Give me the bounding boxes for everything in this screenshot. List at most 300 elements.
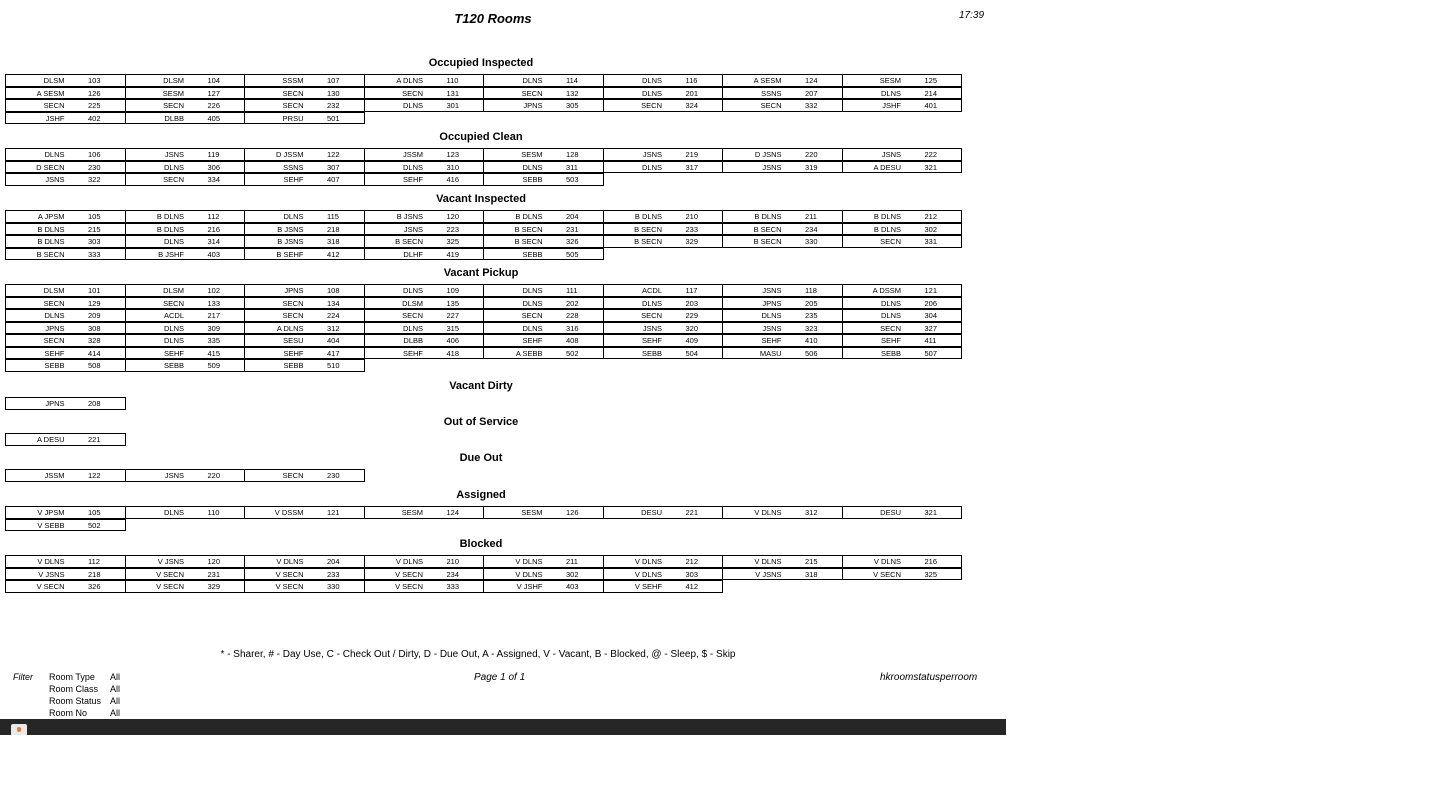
room-cell (842, 284, 963, 297)
room-cell (722, 74, 843, 87)
room-type: B DLNS (37, 237, 65, 246)
room-cell (722, 148, 843, 161)
room-number: 307 (327, 162, 340, 172)
room-type: DLNS (163, 323, 184, 333)
room-number: 112 (88, 557, 100, 566)
room-number: 333 (446, 582, 460, 591)
room-type: A SESM (753, 76, 782, 85)
room-number: 333 (88, 249, 101, 259)
room-type: SECN (282, 298, 304, 308)
room-number: 312 (327, 323, 340, 333)
room-grid (5, 74, 961, 124)
room-type: ACDL (641, 286, 662, 295)
room-number: 123 (446, 150, 460, 159)
room-cell (244, 347, 365, 360)
room-number: 110 (207, 508, 220, 517)
room-type: V DLNS (515, 569, 543, 579)
room-type: V DLNS (754, 557, 782, 566)
room-number: 330 (327, 582, 340, 591)
room-number: 207 (805, 88, 818, 98)
room-cell (842, 506, 963, 519)
room-cell (5, 210, 126, 223)
room-type: ACDL (163, 311, 184, 320)
room-type: DLNS (283, 212, 304, 221)
room-cell (483, 555, 604, 568)
room-cell (364, 568, 485, 581)
room-type: JSHF (45, 113, 65, 123)
room-number: 102 (207, 286, 221, 295)
room-type: V SEHF (634, 582, 662, 591)
room-type: JSNS (164, 150, 184, 159)
room-number: 214 (924, 88, 938, 98)
room-type: SESM (879, 76, 901, 85)
room-number: 221 (88, 435, 101, 444)
room-type: DLNS (522, 76, 543, 85)
room-number: 308 (88, 323, 101, 333)
room-type: SEBB (522, 249, 543, 259)
room-cell (5, 284, 126, 297)
room-number: 409 (685, 336, 699, 345)
room-cell (722, 99, 843, 112)
room-number: 234 (446, 569, 460, 579)
room-cell (842, 334, 963, 347)
room-cell (364, 309, 485, 322)
room-type: DLNS (641, 298, 662, 308)
room-cell (125, 334, 246, 347)
room-type: B SECN (753, 237, 782, 246)
room-type: B JSNS (277, 224, 304, 234)
room-number: 316 (566, 323, 579, 333)
room-type: JSNS (403, 224, 423, 234)
room-cell (842, 99, 963, 112)
room-number: 223 (446, 224, 460, 234)
java-app-icon[interactable] (11, 724, 27, 735)
room-cell (842, 555, 963, 568)
room-number: 417 (327, 348, 340, 358)
room-row (5, 469, 364, 482)
room-row (5, 568, 961, 581)
room-row (5, 555, 961, 568)
room-number: 112 (207, 212, 220, 221)
room-number: 311 (566, 162, 578, 172)
room-number: 320 (685, 323, 699, 333)
room-number: 403 (566, 582, 579, 591)
room-row (5, 235, 961, 248)
room-cell (483, 284, 604, 297)
room-cell (603, 506, 724, 519)
room-cell (244, 161, 365, 174)
room-number: 327 (924, 323, 938, 333)
room-type: JPNS (45, 399, 65, 408)
room-number: 209 (88, 311, 101, 320)
room-number: 325 (446, 237, 460, 246)
room-cell (5, 235, 126, 248)
room-number: 509 (207, 361, 221, 370)
filter-label: Filter (13, 672, 33, 682)
room-number: 204 (566, 212, 579, 221)
room-cell (842, 210, 963, 223)
room-cell (483, 347, 604, 360)
room-number: 116 (685, 76, 698, 85)
room-number: 219 (685, 150, 699, 159)
room-type: V JSNS (38, 569, 65, 579)
room-number: 208 (88, 399, 101, 408)
room-type: SECN (641, 311, 662, 320)
room-type: V SECN (873, 569, 901, 579)
room-number: 132 (566, 88, 579, 98)
room-number: 328 (88, 336, 101, 345)
room-cell (244, 469, 365, 482)
room-type: SECN (163, 101, 184, 110)
room-number: 304 (924, 311, 938, 320)
room-number: 107 (327, 76, 340, 85)
room-cell (603, 568, 724, 581)
room-type: B SECN (514, 237, 543, 246)
room-type: SEHF (283, 348, 304, 358)
room-number: 222 (924, 150, 938, 159)
room-number: 211 (566, 557, 578, 566)
room-cell (125, 506, 246, 519)
room-cell (125, 173, 246, 186)
room-number: 315 (446, 323, 460, 333)
room-cell (125, 297, 246, 310)
room-type: B DLNS (156, 224, 184, 234)
room-type: B DLNS (873, 224, 901, 234)
room-cell (483, 161, 604, 174)
room-row (5, 223, 961, 236)
room-cell (5, 148, 126, 161)
room-cell (603, 87, 724, 100)
room-cell (364, 87, 485, 100)
room-number: 411 (924, 336, 937, 345)
room-type: SESU (283, 336, 304, 345)
room-number: 122 (88, 471, 101, 480)
room-number: 115 (327, 212, 339, 221)
room-cell (842, 322, 963, 335)
room-cell (842, 223, 963, 236)
room-type: V SECN (395, 569, 423, 579)
room-type: DLNS (402, 286, 423, 295)
room-cell (364, 322, 485, 335)
room-cell (722, 284, 843, 297)
room-type: DLNS (880, 88, 901, 98)
room-cell (5, 99, 126, 112)
room-cell (5, 580, 126, 593)
room-type: SECN (760, 101, 782, 110)
room-number: 318 (327, 237, 340, 246)
room-cell (842, 148, 963, 161)
room-row (5, 99, 961, 112)
room-cell (722, 334, 843, 347)
room-cell (364, 555, 485, 568)
room-type: DLNS (522, 323, 543, 333)
room-number: 205 (805, 298, 818, 308)
room-number: 234 (805, 224, 818, 234)
report-name: hkroomstatusperroom (880, 672, 978, 683)
room-type: SEBB (641, 348, 662, 358)
room-number: 329 (207, 582, 221, 591)
filter-value: All (110, 708, 121, 718)
room-type: DLNS (880, 311, 901, 320)
room-type: JSNS (642, 150, 662, 159)
room-cell (244, 322, 365, 335)
room-type: SSSM (282, 76, 304, 85)
room-number: 201 (685, 88, 699, 98)
room-row (5, 161, 961, 174)
room-cell (125, 74, 246, 87)
room-type: A SEBB (515, 348, 543, 358)
room-type: SEHF (283, 175, 304, 184)
room-number: 401 (924, 101, 938, 110)
room-cell (603, 297, 724, 310)
room-cell (244, 309, 365, 322)
room-type: A DESU (36, 435, 65, 444)
room-cell (722, 322, 843, 335)
room-number: 230 (327, 471, 340, 480)
room-cell (5, 309, 126, 322)
room-number: 131 (446, 88, 460, 98)
room-cell (483, 309, 604, 322)
room-number: 302 (924, 224, 938, 234)
room-number: 135 (446, 298, 460, 308)
room-number: 502 (566, 348, 579, 358)
room-cell (5, 112, 126, 125)
report-title: T120 Rooms (454, 11, 532, 26)
room-number: 508 (88, 361, 101, 370)
room-type: B JSNS (396, 212, 423, 221)
room-cell (125, 235, 246, 248)
room-number: 231 (566, 224, 579, 234)
room-type: SECN (521, 88, 543, 98)
room-type: V DLNS (634, 557, 662, 566)
room-type: SEHF (522, 336, 543, 345)
room-cell (364, 173, 485, 186)
room-cell (603, 555, 724, 568)
filter-key: Room Class (49, 684, 99, 694)
room-row (5, 397, 125, 410)
room-cell (483, 223, 604, 236)
room-number: 334 (207, 175, 221, 184)
room-number: 203 (685, 298, 699, 308)
room-cell (364, 74, 485, 87)
room-type: DLNS (163, 508, 184, 517)
room-number: 134 (327, 298, 340, 308)
room-number: 128 (566, 150, 579, 159)
room-number: 106 (88, 150, 101, 159)
room-number: 225 (88, 101, 101, 110)
room-number: 321 (924, 162, 938, 172)
room-cell (5, 469, 126, 482)
room-type: DESU (880, 508, 901, 517)
room-type: DLNS (402, 162, 423, 172)
room-type: SECN (521, 311, 543, 320)
room-number: 303 (88, 237, 101, 246)
room-number: 231 (207, 569, 221, 579)
room-cell (125, 112, 246, 125)
room-type: B DLNS (754, 212, 782, 221)
status-legend: * - Sharer, # - Day Use, C - Check Out / Dirty, D - Due Out, A - Assigned, V - Vacant, B - Blocked, @ - Sleep, $ - Skip (220, 649, 736, 660)
room-cell (364, 347, 485, 360)
room-number: 326 (566, 237, 579, 246)
room-cell (483, 506, 604, 519)
room-number: 227 (446, 311, 460, 320)
room-type: V SECN (395, 582, 423, 591)
room-cell (364, 334, 485, 347)
room-type: A DSSM (872, 286, 901, 295)
page-number: Page 1 of 1 (474, 672, 526, 683)
room-cell (722, 555, 843, 568)
room-type: V SECN (275, 569, 304, 579)
room-number: 101 (88, 286, 101, 295)
room-type: JSNS (164, 471, 184, 480)
room-number: 412 (685, 582, 699, 591)
room-row (5, 297, 961, 310)
room-type: DLNS (761, 311, 782, 320)
room-number: 215 (88, 224, 101, 234)
room-grid (5, 148, 961, 186)
room-number: 220 (207, 471, 221, 480)
room-type: DLNS (163, 162, 184, 172)
room-cell (603, 99, 724, 112)
room-number: 210 (685, 212, 699, 221)
room-grid (5, 397, 125, 410)
room-type: JSNS (881, 150, 901, 159)
room-type: V DLNS (395, 557, 423, 566)
room-cell (5, 347, 126, 360)
room-type: V DLNS (754, 508, 782, 517)
room-cell (722, 223, 843, 236)
room-number: 226 (207, 101, 221, 110)
room-type: DLNS (522, 286, 543, 295)
room-type: DLSM (402, 298, 423, 308)
room-number: 133 (207, 298, 221, 308)
room-cell (5, 297, 126, 310)
room-type: SEHF (761, 336, 782, 345)
room-number: 105 (88, 212, 101, 221)
room-type: SEBB (880, 348, 901, 358)
room-grid (5, 284, 961, 372)
room-number: 224 (327, 311, 340, 320)
room-cell (722, 87, 843, 100)
room-number: 330 (805, 237, 818, 246)
room-cell (364, 99, 485, 112)
room-cell (483, 173, 604, 186)
room-type: DLSM (43, 286, 65, 295)
room-number: 404 (327, 336, 340, 345)
room-type: V JPSM (37, 508, 65, 517)
room-type: V JSNS (755, 569, 782, 579)
room-type: D JSNS (754, 150, 782, 159)
room-type: V DSSM (274, 508, 304, 517)
room-type: DLNS (44, 311, 65, 320)
room-cell (244, 568, 365, 581)
room-cell (842, 309, 963, 322)
room-number: 117 (685, 286, 698, 295)
room-type: SECN (43, 101, 65, 110)
room-grid (5, 555, 961, 593)
room-number: 506 (805, 348, 818, 358)
room-type: JSNS (45, 175, 65, 184)
room-row (5, 580, 961, 593)
room-cell (364, 210, 485, 223)
room-grid (5, 469, 364, 482)
room-cell (364, 248, 485, 261)
room-number: 418 (446, 348, 460, 358)
room-type: SECN (43, 336, 65, 345)
room-cell (722, 347, 843, 360)
room-row (5, 519, 961, 532)
room-row (5, 210, 961, 223)
room-cell (5, 322, 126, 335)
room-type: SECN (402, 88, 423, 98)
room-number: 119 (207, 150, 220, 159)
section-title: Blocked (459, 538, 503, 550)
filter-key: Room No (49, 708, 88, 718)
room-number: 218 (327, 224, 340, 234)
room-type: V DLNS (515, 557, 543, 566)
room-type: DLNS (402, 323, 423, 333)
room-type: B SECN (36, 249, 65, 259)
room-type: JSSM (402, 150, 423, 159)
room-number: 235 (805, 311, 818, 320)
room-number: 126 (566, 508, 579, 517)
room-number: 212 (924, 212, 938, 221)
room-number: 125 (924, 76, 938, 85)
room-cell (125, 223, 246, 236)
room-number: 121 (924, 286, 938, 295)
filter-key: Room Status (49, 696, 102, 706)
room-type: B SECN (634, 237, 662, 246)
room-cell (125, 284, 246, 297)
room-number: 305 (566, 101, 579, 110)
room-type: V SECN (156, 582, 184, 591)
room-cell (5, 248, 126, 261)
room-cell (244, 210, 365, 223)
room-type: SECN (163, 175, 184, 184)
room-type: SSNS (761, 88, 782, 98)
room-number: 503 (566, 175, 579, 184)
room-cell (244, 74, 365, 87)
room-cell (5, 555, 126, 568)
room-type: B DLNS (634, 212, 662, 221)
room-cell (125, 580, 246, 593)
room-type: SEBB (44, 361, 65, 370)
room-cell (5, 223, 126, 236)
room-cell (364, 284, 485, 297)
room-number: 419 (446, 249, 460, 259)
room-type: DLNS (402, 101, 423, 110)
room-cell (603, 235, 724, 248)
room-cell (603, 334, 724, 347)
room-type: DLNS (641, 76, 662, 85)
room-cell (603, 223, 724, 236)
room-cell (722, 210, 843, 223)
room-number: 312 (805, 508, 818, 517)
room-cell (125, 99, 246, 112)
room-number: 325 (924, 569, 938, 579)
room-type: V SECN (36, 582, 65, 591)
room-number: 122 (327, 150, 340, 159)
room-number: 229 (685, 311, 699, 320)
room-type: B JSNS (277, 237, 304, 246)
room-cell (722, 161, 843, 174)
room-type: DLNS (522, 162, 543, 172)
room-cell (842, 74, 963, 87)
room-type: SEBB (163, 361, 184, 370)
room-number: 502 (88, 520, 101, 530)
room-type: SESM (162, 88, 184, 98)
room-number: 221 (685, 508, 699, 517)
